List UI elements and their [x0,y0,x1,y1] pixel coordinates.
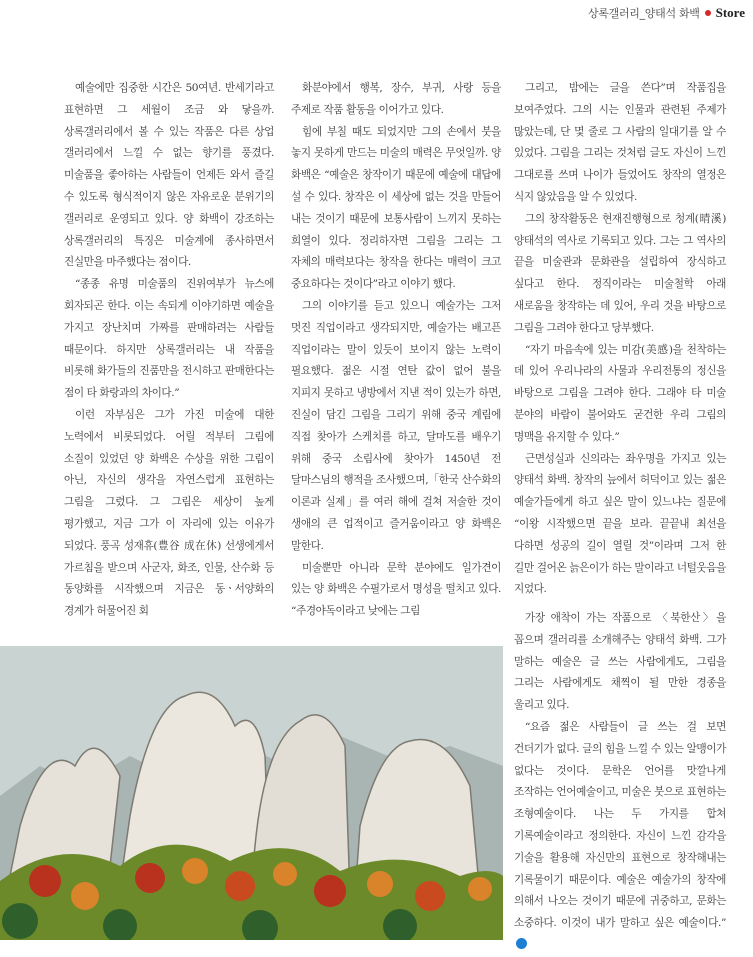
section-dot-icon [705,10,711,16]
paragraph: 가장 애착이 가는 작품으로 〈북한산〉을 꼽으며 갤러리를 소개해주는 양태석 화백. 그가 말하는 예술은 글 쓰는 사람에게도, 그림을 그리는 사람에게도 채찍이 될 만한 경종을 울리고 있다. [514,612,726,712]
paragraph: “자기 마음속에 있는 미감(美感)을 천착하는 데 있어 우리나라의 사물과 우리전통의 정신을 바탕으로 그림을 그려야 한다. 그래야 타 미술 분야의 바람이 불어와도 굳건한 우리 그림의 명맥을 유지할 수 있다.” [514,343,726,443]
article-column-3 [514,78,726,601]
article-column-2 [291,78,501,623]
paragraph: 예술에만 집중한 시간은 50여년. 반세기라고 표현하면 그 세월이 조금 와 닿을까. 상록갤러리에서 볼 수 있는 작품은 다른 상업 갤러리에서 느낄 수 없는 향기를 풍겼다. 미술품을 좋아하는 사람들이 언제든 와서 즐길 수 있도록 형식적이지 않은 자유로운 분위기의 갤러리로 운영되고 있다. 양 화백이 강조하는 상록갤러리의 특징은 미술계에 종사하면서 진실만을 마주했다는 점이다. [64,82,274,269]
paragraph: 근면성실과 신의라는 좌우명을 가지고 있는 양태석 화백. 창작의 늪에서 허덕이고 있는 젊은 예술가들에게 하고 싶은 말이 있느냐는 질문에 “이왕 시작했으면 끝을 보라. 끝끝내 최선을 다하면 성공의 길이 열릴 것”이라며 그저 한 길만 걸어온 늙은이가 하는 말이라고 너털웃음을 지었다. [514,452,726,596]
paragraph: 힘에 부칠 때도 되었지만 그의 손에서 붓을 놓지 못하게 만드는 미술의 매력은 무엇일까. 양 화백은 “예술은 창작이기 때문에 예술에 대답에 설 수 있다. 창작은 이 세상에 없는 것을 만들어 내는 것이기 때문에 보통사람이 느끼지 못하는 희열이 있다. 정리하자면 그림을 그리는 그 자체의 매력보다는 창작을 한다는 매력이 크고 중요하다는 것이다”라고 이야기 했다. [291,125,501,291]
paragraph: “종종 유명 미술품의 진위여부가 뉴스에 회자되곤 한다. 이는 속되게 이야기하면 예술을 가지고 장난치며 가짜를 판매하려는 사람들 때문이다. 하지만 상록갤러리는 내 작품을 비롯해 화가들의 진품만을 전시하고 판매한다는 점이 타 화랑과의 차이다.” [64,278,274,400]
section-label: 상록갤러리_양태석 화백 [587,7,700,20]
paragraph: 그의 이야기를 듣고 있으니 예술가는 그저 멋진 직업이라고 생각되지만, 예술가는 배고픈 직업이라는 말이 있듯이 보이지 않는 노력이 필요했다. 젊은 시절 연탄 값이 없어 불을 지피지 못하고 냉방에서 지낸 적이 있는가 하면, 진실이 담긴 그림을 그리기 위해 중국 계림에 직접 찾아가 스케치를 하고, 달마도를 배우기 위해 중국 소림사에 찾아가 1450년 전 달마스님의 행적을 조사했으며,「한국 산수화의 이론과 실제」를 여러 해에 걸쳐 저술한 것이 생애의 큰 업적이고 즐거움이라고 양 화백은 말한다. [291,299,501,552]
article-column-3-lower [514,608,726,957]
store-label: Store [715,5,745,20]
page-header [588,3,745,23]
paragraph: 미술뿐만 아니라 문학 분야에도 일가견이 있는 양 화백은 수필가로서 명성을 떨치고 있다. “주경야독이라고 낮에는 그림 [291,561,501,618]
paragraph: 이런 자부심은 그가 가진 미술에 대한 노력에서 비롯되었다. 어릴 적부터 그림에 소질이 있었던 양 화백은 수상을 위한 그림이 아닌, 자신의 생각을 자연스럽게 표현하는 그림을 그렸다. 그 그림은 세상이 높게 평가했고, 지금 그가 이 자리에 있는 이유가 되었다. 풍곡 성재휴(豊谷 成在休) 선생에게서 가르침을 받으며 사군자, 화조, 인물, 산수화 등 동양화를 시작했으며 지금은 동ㆍ서양화의 경계가 허물어진 회 [64,408,274,618]
paragraph: 그리고, 밤에는 글을 쓴다”며 작품집을 보여주었다. 그의 시는 인물과 관련된 주제가 많았는데, 단 몇 줄로 그 사람의 일대기를 알 수 있었다. 그림을 그리는 것처럼 글도 자신이 느낀 그대로를 쓰며 나이가 들었어도 창작의 열정은 식지 않았음을 알 수 있었다. [514,82,726,203]
article-column-1 [64,78,274,623]
paragraph [514,717,726,957]
paragraph: 화분야에서 행복, 장수, 부귀, 사랑 등을 주제로 작품 활동을 이어가고 있다. [291,82,501,116]
closing-quote-text: “요즘 젊은 사람들이 글 쓰는 걸 보면 건더기가 없다. 글의 힘을 느낄 수 있는 알맹이가 없다는 것이다. 문학은 언어를 맛깔나게 조작하는 언어예술이고, 미술은 붓으로 표현하는 조형예술이다. 나는 두 가지를 합쳐 기록예술이라고 정의한다. 자신이 느낀 감각을 기술을 활용해 자신만의 표현으로 창작해내는 기록물이기 때문이다. 예술은 예술가의 창작에 의해서 나오는 것이기 때문에 귀중하고, 문화는 소중하다. 이것이 내가 말하고 싶은 예술이다.” [514,720,726,930]
mountain-painting-image [0,646,503,940]
paragraph: 그의 창작활동은 현재진행형으로 청계(晴溪) 양태석의 역사로 기록되고 있다. 그는 그 역사의 끝을 미술관과 문화관을 설립하여 장식하고 싶다고 한다. 정직이라는 미술철학 아래 새로움을 창작하는 데 있어, 우리 것을 바탕으로 그림을 그려야 한다고 당부했다. [514,212,726,334]
painting-svg [0,646,503,940]
